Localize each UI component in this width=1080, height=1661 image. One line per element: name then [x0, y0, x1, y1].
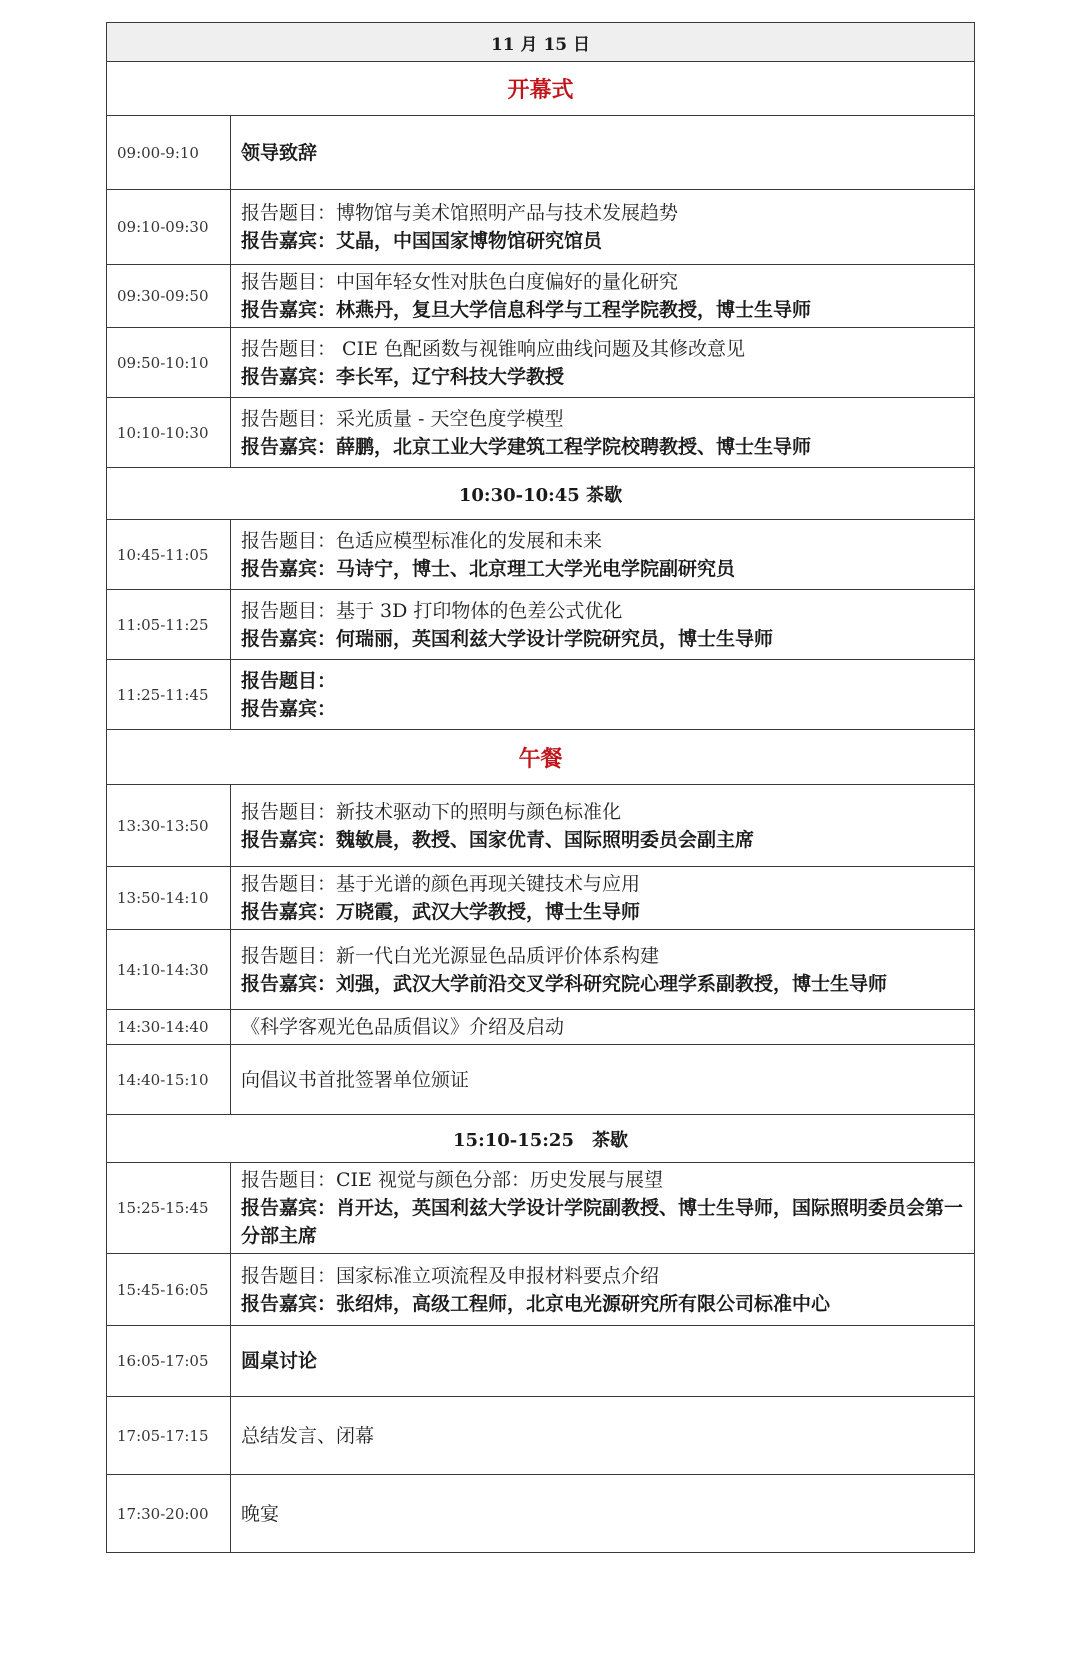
schedule-row [107, 660, 975, 730]
time-slot: 16:05-17:05 [107, 1326, 231, 1397]
schedule-row [107, 398, 975, 468]
schedule-row [107, 1475, 975, 1553]
talk-speaker: 报告嘉宾：薛鹏，北京工业大学建筑工程学院校聘教授、博士生导师 [241, 435, 812, 458]
time-slot: 17:30-20:00 [107, 1475, 231, 1553]
talk-speaker: 报告嘉宾：肖开达，英国利兹大学设计学院副教授、博士生导师，国际照明委员会第一分部主席 [241, 1197, 964, 1247]
talk-speaker: 报告嘉宾：何瑞丽，英国利兹大学设计学院研究员，博士生导师 [241, 627, 774, 650]
session-content [231, 398, 975, 468]
schedule-row [107, 867, 975, 930]
session-title: 向倡议书首批签署单位颁证 [241, 1068, 470, 1091]
time-slot: 09:00-9:10 [107, 116, 231, 190]
time-slot: 15:25-15:45 [107, 1163, 231, 1254]
talk-topic: 报告题目： CIE 色配函数与视锥响应曲线问题及其修改意见 [241, 337, 745, 360]
session-content [231, 867, 975, 930]
schedule-row [107, 1254, 975, 1326]
schedule-row [107, 930, 975, 1010]
session-content [231, 1254, 975, 1326]
schedule-body [107, 23, 975, 1553]
session-content [231, 1326, 975, 1397]
session-title: 圆桌讨论 [241, 1350, 318, 1372]
talk-topic: 报告题目：采光质量 - 天空色度学模型 [241, 407, 564, 430]
talk-topic: 报告题目： [241, 669, 337, 692]
session-title: 领导致辞 [241, 141, 318, 164]
schedule-table [106, 22, 975, 1553]
time-slot: 13:30-13:50 [107, 785, 231, 867]
section-row [107, 62, 975, 116]
schedule-row [107, 590, 975, 660]
time-slot: 17:05-17:15 [107, 1397, 231, 1475]
date-header-row [107, 23, 975, 62]
session-content [231, 660, 975, 730]
talk-speaker: 报告嘉宾：马诗宁，博士、北京理工大学光电学院副研究员 [241, 557, 736, 580]
time-slot: 14:40-15:10 [107, 1045, 231, 1115]
session-content [231, 590, 975, 660]
schedule-row [107, 1163, 975, 1254]
session-title: 总结发言、闭幕 [241, 1424, 375, 1447]
session-content [231, 116, 975, 190]
session-content [231, 1163, 975, 1254]
break-label: 15:10-15:25 茶歇 [107, 1115, 975, 1163]
session-title: 《科学客观光色品质倡议》介绍及启动 [241, 1016, 565, 1038]
talk-topic: 报告题目：色适应模型标准化的发展和未来 [241, 529, 603, 552]
talk-topic: 报告题目：新一代白光光源显色品质评价体系构建 [241, 944, 660, 967]
schedule-row [107, 190, 975, 265]
time-slot: 10:45-11:05 [107, 520, 231, 590]
talk-topic: 报告题目：国家标准立项流程及申报材料要点介绍 [241, 1264, 660, 1287]
talk-speaker: 报告嘉宾：万晓霞，武汉大学教授，博士生导师 [241, 901, 641, 923]
section-row [107, 730, 975, 785]
session-content [231, 1010, 975, 1045]
time-slot: 09:30-09:50 [107, 265, 231, 328]
talk-topic: 报告题目：基于 3D 打印物体的色差公式优化 [241, 599, 623, 622]
session-content [231, 1045, 975, 1115]
schedule-row [107, 520, 975, 590]
session-content [231, 190, 975, 265]
time-slot: 14:30-14:40 [107, 1010, 231, 1045]
session-content [231, 520, 975, 590]
schedule-row [107, 1397, 975, 1475]
talk-topic: 报告题目：CIE 视觉与颜色分部：历史发展与展望 [241, 1169, 663, 1191]
session-content [231, 1475, 975, 1553]
talk-topic: 报告题目：基于光谱的颜色再现关键技术与应用 [241, 873, 641, 895]
schedule-row [107, 116, 975, 190]
session-content [231, 328, 975, 398]
session-content [231, 785, 975, 867]
session-content [231, 265, 975, 328]
schedule-row [107, 328, 975, 398]
talk-speaker: 报告嘉宾：张绍炜，高级工程师，北京电光源研究所有限公司标准中心 [241, 1292, 831, 1315]
session-content [231, 930, 975, 1010]
talk-speaker: 报告嘉宾：魏敏晨，教授、国家优青、国际照明委员会副主席 [241, 828, 755, 851]
talk-speaker: 报告嘉宾：李长军，辽宁科技大学教授 [241, 365, 565, 388]
schedule-row [107, 785, 975, 867]
section-title: 开幕式 [107, 62, 975, 116]
talk-topic: 报告题目：中国年轻女性对肤色白度偏好的量化研究 [241, 271, 679, 293]
schedule-row [107, 265, 975, 328]
talk-topic: 报告题目：新技术驱动下的照明与颜色标准化 [241, 800, 622, 823]
date-header: 11 月 15 日 [107, 23, 975, 62]
schedule-row [107, 1045, 975, 1115]
break-row [107, 1115, 975, 1163]
talk-speaker: 报告嘉宾：艾晶，中国国家博物馆研究馆员 [241, 230, 603, 252]
talk-speaker: 报告嘉宾：刘强，武汉大学前沿交叉学科研究院心理学系副教授，博士生导师 [241, 972, 888, 995]
schedule-row [107, 1010, 975, 1045]
time-slot: 09:10-09:30 [107, 190, 231, 265]
time-slot: 09:50-10:10 [107, 328, 231, 398]
time-slot: 11:25-11:45 [107, 660, 231, 730]
time-slot: 14:10-14:30 [107, 930, 231, 1010]
section-title: 午餐 [107, 730, 975, 785]
time-slot: 10:10-10:30 [107, 398, 231, 468]
talk-speaker: 报告嘉宾：林燕丹，复旦大学信息科学与工程学院教授，博士生导师 [241, 299, 812, 321]
talk-topic: 报告题目：博物馆与美术馆照明产品与技术发展趋势 [241, 202, 679, 224]
break-label: 10:30-10:45 茶歇 [107, 468, 975, 520]
break-row [107, 468, 975, 520]
schedule-row [107, 1326, 975, 1397]
time-slot: 15:45-16:05 [107, 1254, 231, 1326]
session-content [231, 1397, 975, 1475]
time-slot: 11:05-11:25 [107, 590, 231, 660]
time-slot: 13:50-14:10 [107, 867, 231, 930]
talk-speaker: 报告嘉宾： [241, 697, 337, 720]
session-title: 晚宴 [241, 1502, 280, 1525]
